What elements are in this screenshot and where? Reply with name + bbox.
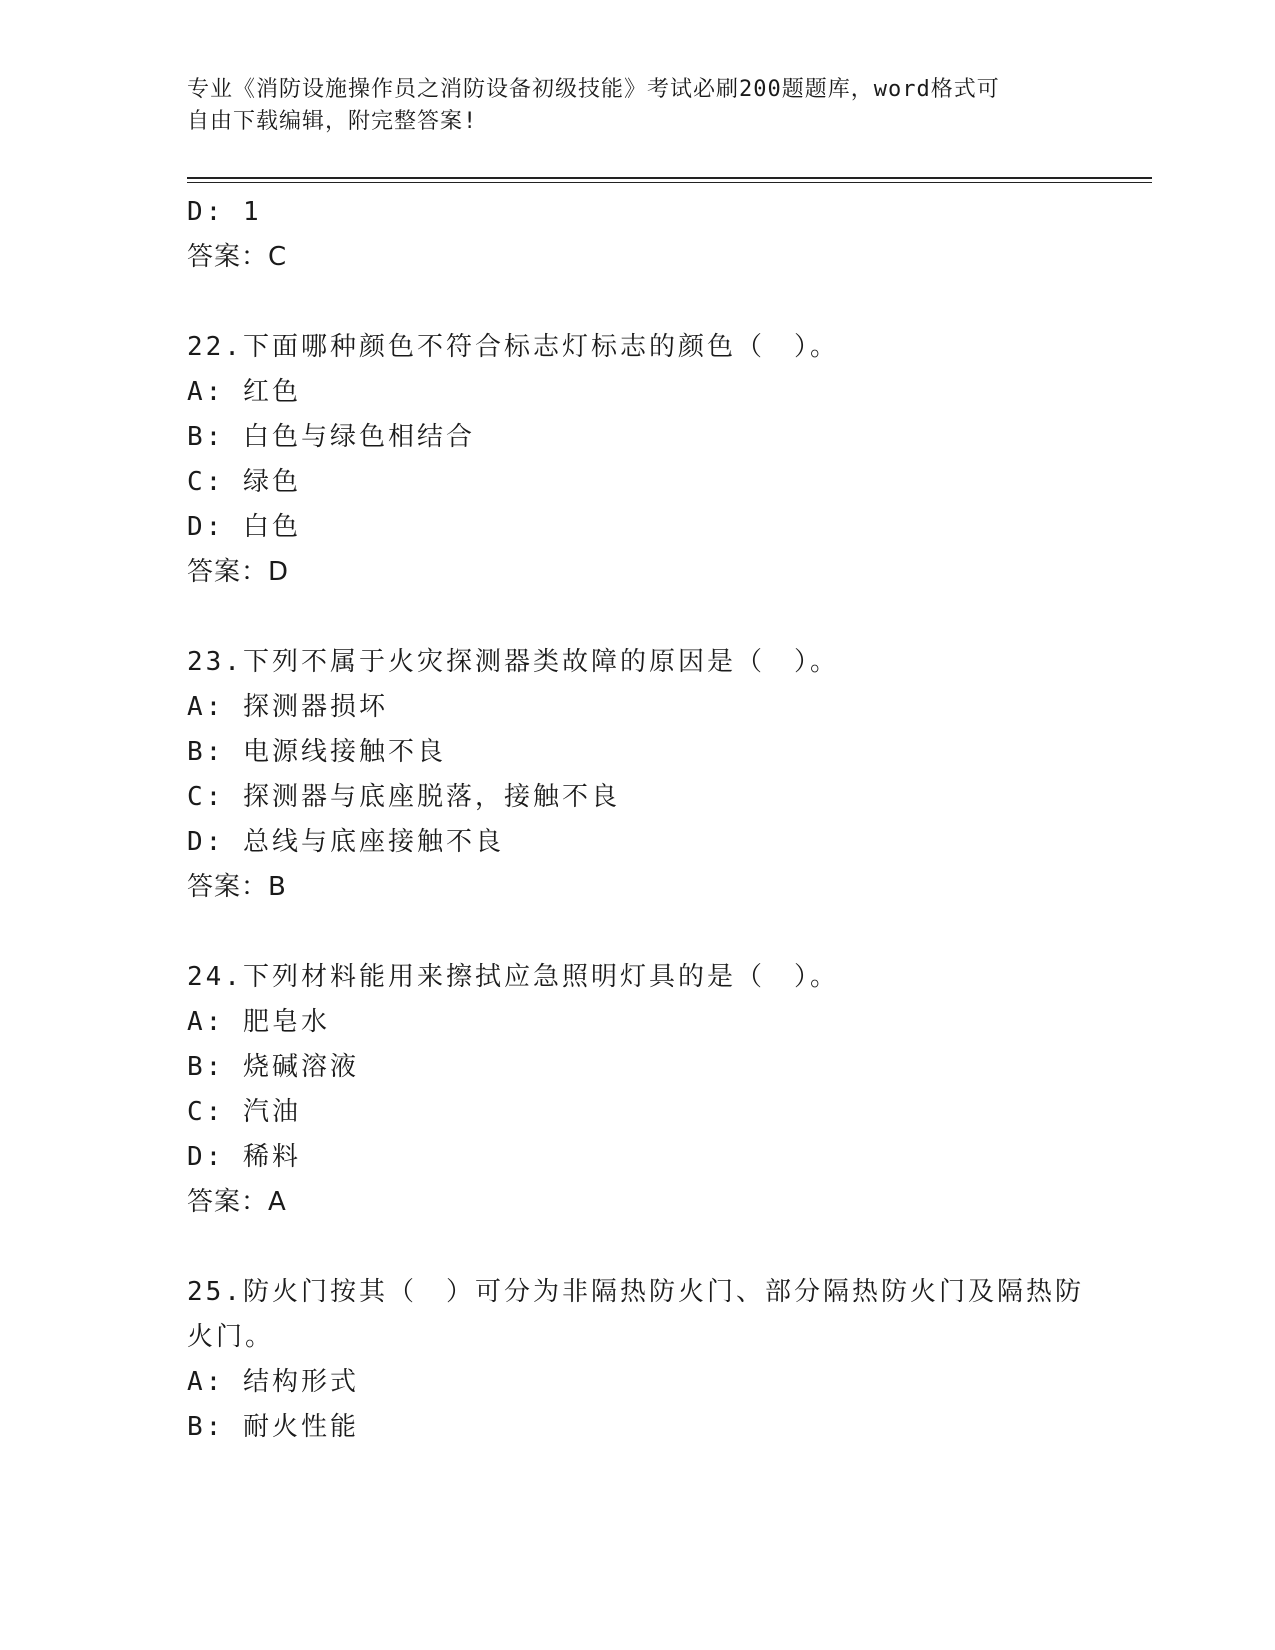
option-b: B: 电源线接触不良 (187, 737, 446, 767)
option-d: D: 稀料 (187, 1142, 301, 1172)
header-divider (187, 177, 1152, 183)
question-content (187, 190, 1087, 1450)
answer: 答案：B (187, 872, 287, 902)
question-stem-line-1: 25.防火门按其（ ）可分为非隔热防火门、部分隔热防火门及隔热防 (187, 1277, 1084, 1307)
option-a: A: 探测器损坏 (187, 692, 388, 722)
spacer (187, 1225, 1087, 1270)
option-c: C: 汽油 (187, 1097, 301, 1127)
question-24 (187, 955, 1087, 1225)
question-23 (187, 640, 1087, 910)
option-b: B: 白色与绿色相结合 (187, 422, 475, 452)
answer: 答案：D (187, 557, 290, 587)
question-stem-line-2: 火门。 (187, 1322, 275, 1352)
header-title-line-1: 专业《消防设施操作员之消防设备初级技能》考试必刷200题题库，word格式可 (187, 77, 1000, 102)
answer: 答案：C (187, 242, 288, 272)
spacer (187, 910, 1087, 955)
option-c: C: 绿色 (187, 467, 301, 497)
option-d: D: 总线与底座接触不良 (187, 827, 504, 857)
option-d: D: 白色 (187, 512, 301, 542)
header-title-line-2: 自由下载编辑，附完整答案! (187, 109, 478, 134)
question-stem: 22.下面哪种颜色不符合标志灯标志的颜色（ ）。 (187, 332, 839, 362)
question-stem: 23.下列不属于火灾探测器类故障的原因是（ ）。 (187, 647, 839, 677)
spacer (187, 595, 1087, 640)
option-d: D: 1 (187, 197, 262, 227)
option-c: C: 探测器与底座脱落，接触不良 (187, 782, 620, 812)
question-stem: 24.下列材料能用来擦拭应急照明灯具的是（ ）。 (187, 962, 839, 992)
answer: 答案：A (187, 1187, 287, 1217)
option-b: B: 耐火性能 (187, 1412, 359, 1442)
option-a: A: 结构形式 (187, 1367, 359, 1397)
option-a: A: 红色 (187, 377, 301, 407)
question-25 (187, 1270, 1087, 1450)
option-a: A: 肥皂水 (187, 1007, 330, 1037)
document-header (187, 74, 1087, 138)
spacer (187, 280, 1087, 325)
option-b: B: 烧碱溶液 (187, 1052, 359, 1082)
question-22 (187, 325, 1087, 595)
